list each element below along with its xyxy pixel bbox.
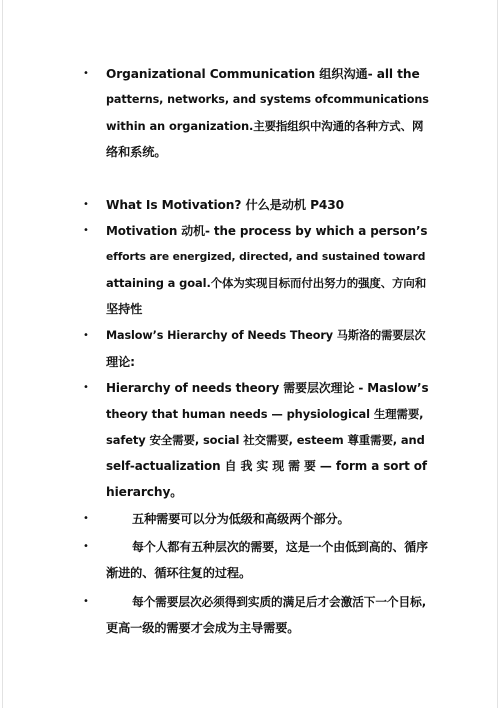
page-edge-left [2, 0, 3, 708]
text-line: 渐进的、循环往复的过程。 [106, 566, 252, 580]
text-line: hierarchy。 [106, 485, 183, 499]
text-line: 五种需要可以分为低级和高级两个部分。 [132, 512, 350, 526]
bullet-marker: • [83, 596, 89, 607]
bullet-marker: • [83, 68, 89, 79]
bullet-marker: • [83, 199, 89, 210]
text-line: safety 安全需要, social 社交需要, esteem 尊重需要, and [106, 433, 425, 447]
bullet-marker: • [83, 225, 89, 236]
text-line: Hierarchy of needs theory 需要层次理论 - Maslow’s [106, 381, 429, 395]
text-line: theory that human needs — physiological 生理需要, [106, 407, 424, 421]
text-line: Maslow’s Hierarchy of Needs Theory 马斯洛的需要层次 [106, 329, 426, 342]
text-line: 理论: [106, 355, 135, 369]
text-line: Motivation 动机- the process by which a person’s [106, 224, 428, 238]
text-line: patterns, networks, and systems ofcommunications [106, 93, 429, 106]
text-line: 每个人都有五种层次的需要，这是一个由低到高的、循序 [132, 540, 428, 554]
text-line: attaining a goal.个体为实现目标而付出努力的强度、方向和 [106, 276, 427, 290]
text-line: What Is Motivation? 什么是动机 P430 [106, 198, 345, 212]
bullet-marker: • [83, 541, 89, 552]
text-line: 每个需要层次必须得到实质的满足后才会激活下一个目标, [132, 595, 427, 609]
text-line: within an organization.主要指组织中沟通的各种方式、网 [106, 119, 424, 133]
bullet-marker: • [83, 330, 89, 341]
text-line: efforts are energized, directed, and sustained toward [106, 250, 426, 263]
text-line: self-actualization 自 我 实 现 需 要 — form a sort of [106, 459, 427, 473]
text-line: 络和系统。 [106, 145, 167, 159]
bullet-marker: • [83, 382, 89, 393]
text-line: 更高一级的需要才会成为主导需要。 [106, 621, 300, 635]
text-line: 坚持性 [106, 302, 143, 316]
bullet-marker: • [83, 513, 89, 524]
page-edge-right [497, 0, 498, 708]
text-line: Organizational Communication 组织沟通- all the [106, 67, 420, 81]
